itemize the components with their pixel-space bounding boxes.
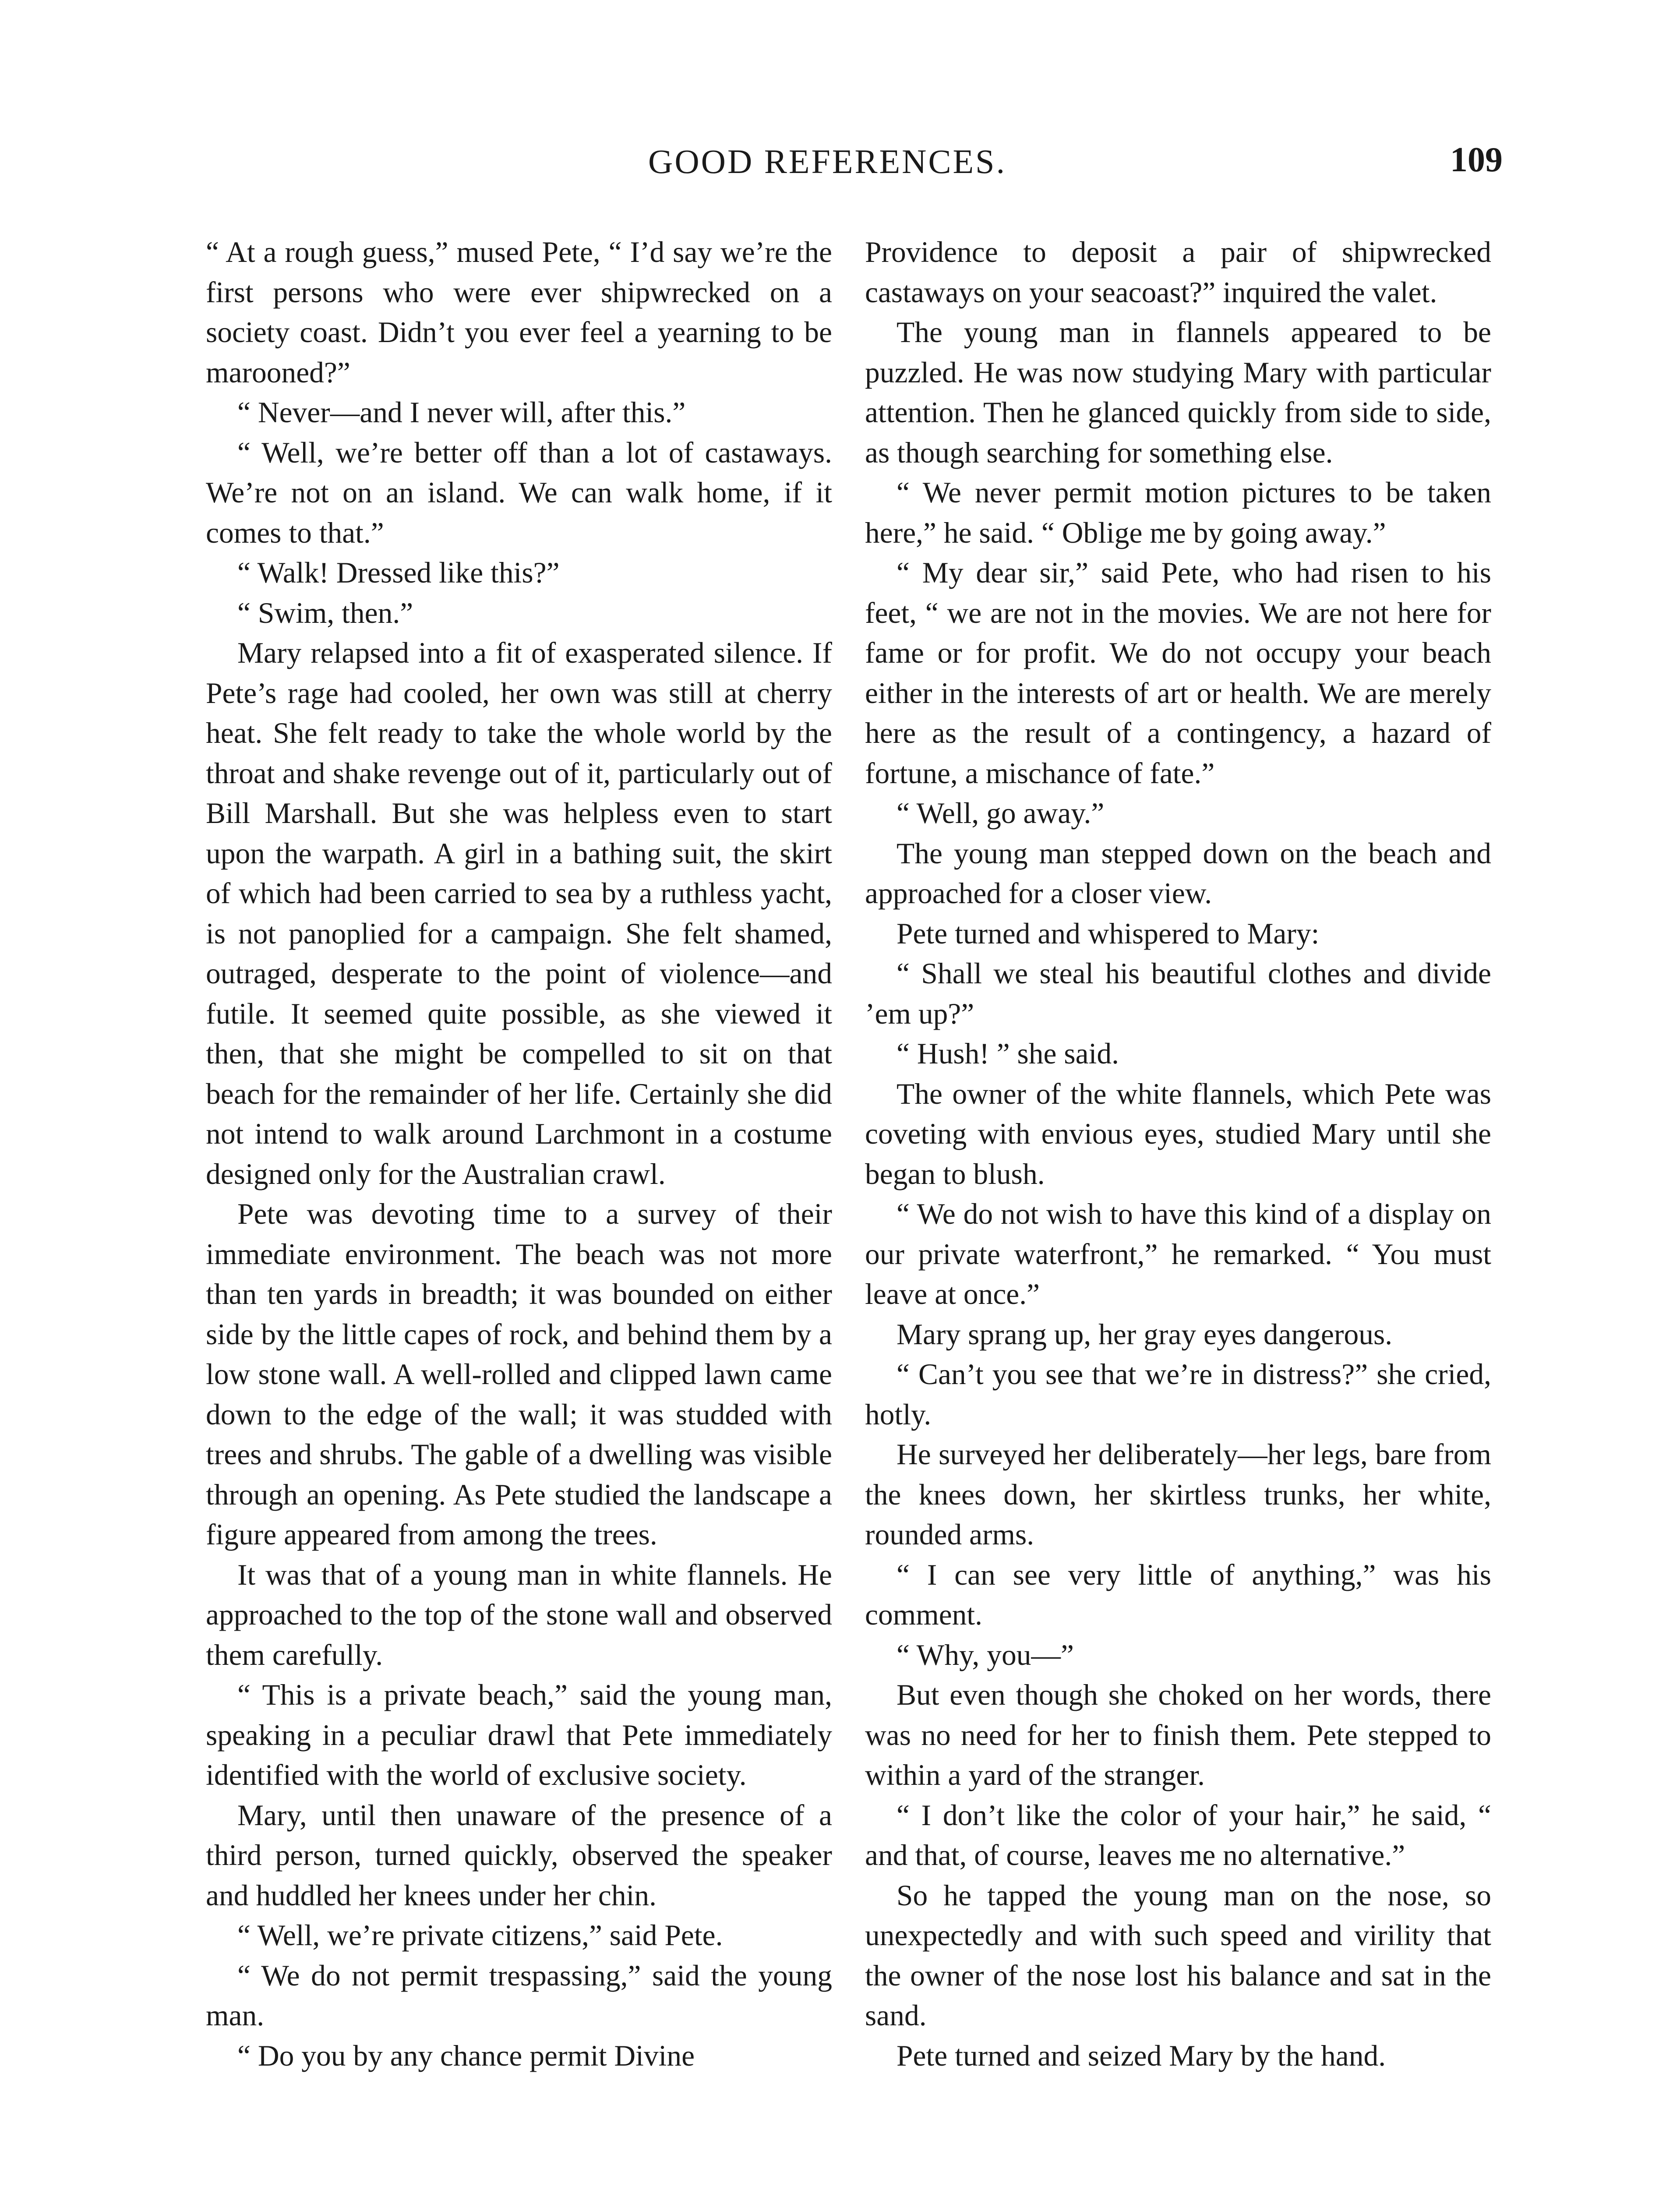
paragraph: “ This is a private beach,” said the young man, speaking in a peculiar drawl that Pete immediately identified with the world of exclusive society.: [206, 1678, 832, 1791]
paragraph: “ Can’t you see that we’re in distress?” she cried, hotly.: [865, 1358, 1491, 1431]
left-column: [206, 232, 832, 2076]
paragraph: The young man in flannels appeared to be puzzled. He was now studying Mary with particular attention. Then he glanced quickly from side to side, as though searching for something else.: [865, 316, 1491, 469]
paragraph: Mary, until then unaware of the presence of a third person, turned quickly, observed the speaker and huddled her knees under her chin.: [206, 1798, 832, 1912]
paragraph: “ At a rough guess,” mused Pete, “ I’d say we’re the first persons who were ever shipwrecked on a society coast. Didn’t you ever feel a yearning to be marooned?”: [206, 236, 832, 389]
paragraph: “ My dear sir,” said Pete, who had risen to his feet, “ we are not in the movies. We are not here for fame or for profit. We do not occupy your beach either in the interests of art or health. We are merely here as the result of a contingency, a hazard of fortune, a mischance of fate.”: [865, 556, 1491, 790]
paragraph: “ We never permit motion pictures to be taken here,” he said. “ Oblige me by going away.”: [865, 476, 1491, 549]
paragraph: The owner of the white flannels, which Pete was coveting with envious eyes, studied Mary until she began to blush.: [865, 1077, 1491, 1190]
paragraph: Pete turned and seized Mary by the hand.: [896, 2039, 1386, 2072]
paragraph: “ Swim, then.”: [237, 596, 413, 629]
paragraph: It was that of a young man in white flannels. He approached to the top of the stone wall and observed them carefully.: [206, 1558, 832, 1671]
paragraph: “ I can see very little of anything,” was his comment.: [865, 1558, 1491, 1631]
paragraph: “ I don’t like the color of your hair,” he said, “ and that, of course, leaves me no alternative.”: [865, 1798, 1491, 1872]
paragraph: He surveyed her deliberately—her legs, bare from the knees down, her skirtless trunks, her white, rounded arms.: [865, 1438, 1491, 1551]
paragraph: “ Well, we’re better off than a lot of castaways. We’re not on an island. We can walk home, if it comes to that.”: [206, 436, 832, 549]
paragraph: Pete turned and whispered to Mary:: [896, 917, 1320, 950]
paragraph: “ Walk! Dressed like this?”: [237, 556, 560, 589]
paragraph: “ Well, we’re private citizens,” said Pete.: [237, 1919, 723, 1952]
paragraph: “ Never—and I never will, after this.”: [237, 396, 686, 429]
paragraph: “ Hush! ” she said.: [896, 1037, 1119, 1070]
paragraph: The young man stepped down on the beach and approached for a closer view.: [865, 837, 1491, 910]
paragraph: Mary sprang up, her gray eyes dangerous.: [896, 1318, 1393, 1351]
paragraph: “ Do you by any chance permit Divine: [237, 2039, 695, 2072]
paragraph: Providence to deposit a pair of shipwrecked castaways on your seacoast?” inquired the valet.: [865, 236, 1491, 309]
paragraph: So he tapped the young man on the nose, so unexpectedly and with such speed and virility that the owner of the nose lost his balance and sat in the sand.: [865, 1879, 1491, 2032]
paragraph: “ Well, go away.”: [896, 797, 1105, 830]
paragraph: “ Why, you—”: [896, 1638, 1074, 1671]
page-number: 109: [1450, 141, 1503, 179]
running-head: GOOD REFERENCES.: [648, 142, 1007, 180]
paragraph: But even though she choked on her words, there was no need for her to finish them. Pete stepped to within a yard of the stranger.: [865, 1678, 1491, 1791]
paragraph: “ We do not permit trespassing,” said the young man.: [206, 1959, 832, 2032]
paragraph: “ We do not wish to have this kind of a display on our private waterfront,” he remarked. “ You must leave at once.”: [865, 1197, 1491, 1310]
paragraph: Pete was devoting time to a survey of their immediate environment. The beach was not more than ten yards in breadth; it was bounded on either side by the little capes of rock, and behind them by a low stone wall. A well-rolled and clipped lawn came down to the edge of the wall; it was studded with trees and shrubs. The gable of a dwelling was visible through an opening. As Pete studied the landscape a figure appeared from among the trees.: [206, 1197, 832, 1551]
paragraph: Mary relapsed into a fit of exasperated silence. If Pete’s rage had cooled, her own was still at cherry heat. She felt ready to take the whole world by the throat and shake revenge out of it, particularly out of Bill Marshall. But she was helpless even to start upon the warpath. A girl in a bathing suit, the skirt of which had been carried to sea by a ruthless yacht, is not panoplied for a campaign. She felt shamed, outraged, desperate to the point of violence—and futile. It seemed quite possible, as she viewed it then, that she might be compelled to sit on that beach for the remainder of her life. Certainly she did not intend to walk around Larchmont in a costume designed only for the Australian crawl.: [206, 636, 832, 1190]
paragraph: “ Shall we steal his beautiful clothes and divide ’em up?”: [865, 957, 1491, 1030]
right-column: [865, 232, 1491, 2076]
